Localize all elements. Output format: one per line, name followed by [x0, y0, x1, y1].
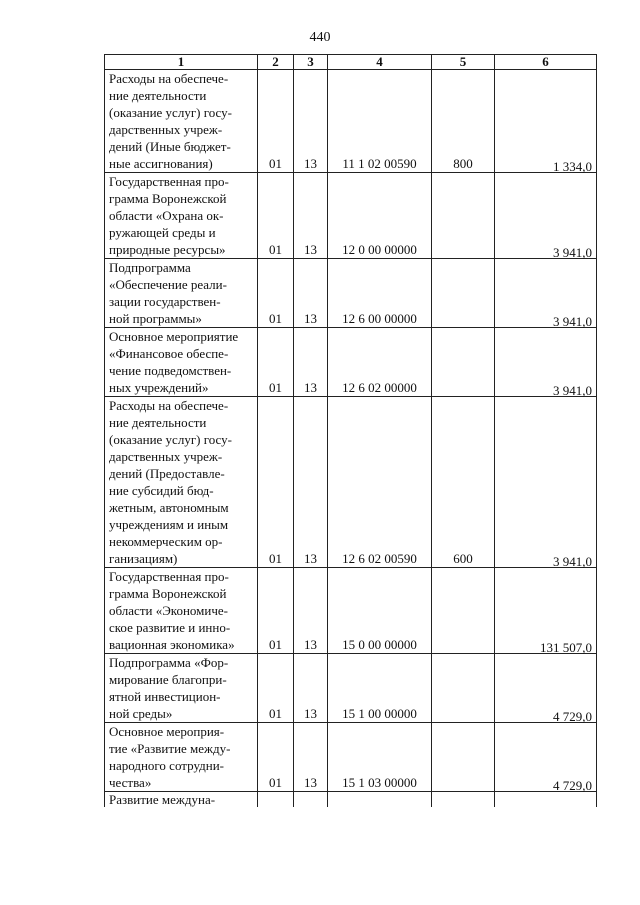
column-header-4: 4 [328, 55, 432, 70]
target-article-cell: 15 0 00 00000 [328, 568, 432, 654]
row-name-cell: Государственная про- грамма Воронежской области «Экономиче- ское развитие и инно- вационная экономика» [105, 568, 258, 654]
expense-type-cell: 800 [432, 70, 495, 173]
amount-value: 3 941,0 [553, 554, 592, 569]
expense-type-cell [432, 568, 495, 654]
target-article-cell: 12 6 00 00000 [328, 259, 432, 328]
section-cell: 01 [258, 654, 294, 723]
section-cell: 01 [258, 723, 294, 792]
row-name-cell: Развитие междуна- [105, 792, 258, 808]
amount-cell [495, 328, 597, 397]
subsection-cell: 13 [294, 568, 328, 654]
expense-type-cell [432, 328, 495, 397]
section-cell: 01 [258, 328, 294, 397]
section-cell [258, 792, 294, 808]
subsection-cell: 13 [294, 70, 328, 173]
subsection-cell: 13 [294, 654, 328, 723]
section-cell: 01 [258, 259, 294, 328]
amount-cell [495, 397, 597, 568]
subsection-cell: 13 [294, 723, 328, 792]
table-row [105, 723, 597, 792]
table-row [105, 568, 597, 654]
section-cell: 01 [258, 173, 294, 259]
column-header-5: 5 [432, 55, 495, 70]
budget-table [104, 54, 597, 807]
amount-value: 3 941,0 [553, 245, 592, 260]
column-header-6: 6 [495, 55, 597, 70]
table-body [105, 70, 597, 808]
row-name-cell: Расходы на обеспече- ние деятельности (оказание услуг) госу- дарственных учреж- дений (Иные бюджет- ные ассигнования) [105, 70, 258, 173]
amount-value: 1 334,0 [553, 159, 592, 174]
target-article-cell: 15 1 00 00000 [328, 654, 432, 723]
table-row-partial [105, 792, 597, 808]
amount-cell [495, 70, 597, 173]
row-name-cell: Подпрограмма «Обеспечение реали- зации государствен- ной программы» [105, 259, 258, 328]
subsection-cell: 13 [294, 328, 328, 397]
subsection-cell: 13 [294, 259, 328, 328]
amount-value: 131 507,0 [540, 640, 592, 655]
amount-cell [495, 723, 597, 792]
table-row [105, 70, 597, 173]
table-row [105, 397, 597, 568]
amount-cell [495, 259, 597, 328]
amount-cell [495, 654, 597, 723]
table-row [105, 654, 597, 723]
expense-type-cell [432, 259, 495, 328]
expense-type-cell [432, 173, 495, 259]
column-header-3: 3 [294, 55, 328, 70]
table-row [105, 173, 597, 259]
subsection-cell: 13 [294, 397, 328, 568]
table-row [105, 328, 597, 397]
section-cell: 01 [258, 397, 294, 568]
amount-value: 3 941,0 [553, 314, 592, 329]
target-article-cell [328, 792, 432, 808]
expense-type-cell [432, 792, 495, 808]
amount-value: 4 729,0 [553, 709, 592, 724]
row-name-cell: Основное мероприя- тие «Развитие между- народного сотрудни- чества» [105, 723, 258, 792]
target-article-cell: 12 0 00 00000 [328, 173, 432, 259]
amount-value: 4 729,0 [553, 778, 592, 793]
table-header-row [105, 55, 597, 70]
target-article-cell: 11 1 02 00590 [328, 70, 432, 173]
expense-type-cell [432, 654, 495, 723]
target-article-cell: 12 6 02 00590 [328, 397, 432, 568]
table-row [105, 259, 597, 328]
row-name-cell: Расходы на обеспече- ние деятельности (оказание услуг) госу- дарственных учреж- дений (Предоставле- ние субсидий бюд- жетным, автономным учреждениям и иным некоммерческим ор- ганизациям) [105, 397, 258, 568]
expense-type-cell [432, 723, 495, 792]
target-article-cell: 12 6 02 00000 [328, 328, 432, 397]
section-cell: 01 [258, 568, 294, 654]
amount-value: 3 941,0 [553, 383, 592, 398]
target-article-cell: 15 1 03 00000 [328, 723, 432, 792]
row-name-cell: Государственная про- грамма Воронежской области «Охрана ок- ружающей среды и природные ресурсы» [105, 173, 258, 259]
column-header-2: 2 [258, 55, 294, 70]
section-cell: 01 [258, 70, 294, 173]
expense-type-cell: 600 [432, 397, 495, 568]
row-name-cell: Подпрограмма «Фор- мирование благопри- ятной инвестицион- ной среды» [105, 654, 258, 723]
page-number: 440 [309, 30, 331, 45]
row-name-cell: Основное мероприятие «Финансовое обеспе- чение подведомствен- ных учреждений» [105, 328, 258, 397]
amount-cell [495, 792, 597, 808]
subsection-cell: 13 [294, 173, 328, 259]
subsection-cell [294, 792, 328, 808]
amount-cell [495, 568, 597, 654]
column-header-1: 1 [105, 55, 258, 70]
amount-cell [495, 173, 597, 259]
